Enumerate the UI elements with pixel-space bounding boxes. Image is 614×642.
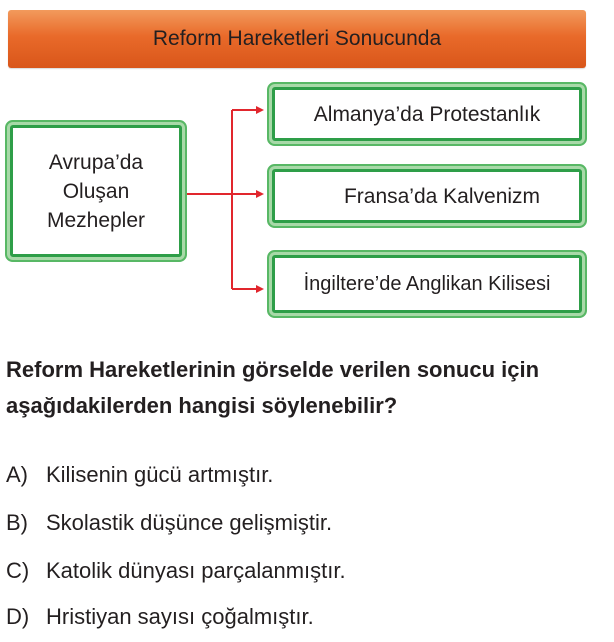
- banner-title: Reform Hareketleri Sonucunda: [152, 27, 442, 50]
- source-box: [10, 125, 182, 257]
- option-text: Skolastik düşünce gelişmiştir.: [46, 510, 333, 535]
- source-line-2: Oluşan: [62, 179, 130, 203]
- target-label: Fransa’da Kalvenizm: [343, 184, 541, 208]
- target-label: Almanya’da Protestanlık: [313, 102, 541, 126]
- source-line-3: Mezhepler: [46, 208, 146, 232]
- option-letter: B): [6, 510, 28, 535]
- option-text: Katolik dünyası parçalanmıştır.: [46, 558, 346, 583]
- option-text: Hristiyan sayısı çoğalmıştır.: [46, 604, 314, 629]
- option-letter: D): [6, 604, 30, 629]
- option-text: Kilisenin gücü artmıştır.: [46, 462, 274, 487]
- option-a[interactable]: [6, 462, 273, 488]
- question-text: Reform Hareketlerinin görselde verilen sonucu için aşağıdakilerden hangisi söylenebilir?: [6, 357, 540, 418]
- target-box-protestantism: [272, 87, 582, 141]
- option-b[interactable]: [6, 510, 332, 536]
- option-c[interactable]: [6, 558, 346, 584]
- target-box-calvinism: [272, 169, 582, 223]
- option-letter: A): [6, 462, 28, 487]
- target-label: İngiltere’de Anglikan Kilisesi: [303, 272, 551, 295]
- option-d[interactable]: [6, 604, 314, 630]
- option-letter: C): [6, 558, 30, 583]
- title-banner: [8, 10, 586, 68]
- target-box-anglican: [272, 255, 582, 313]
- source-label: [47, 148, 145, 235]
- source-line-1: Avrupa’da: [48, 150, 144, 174]
